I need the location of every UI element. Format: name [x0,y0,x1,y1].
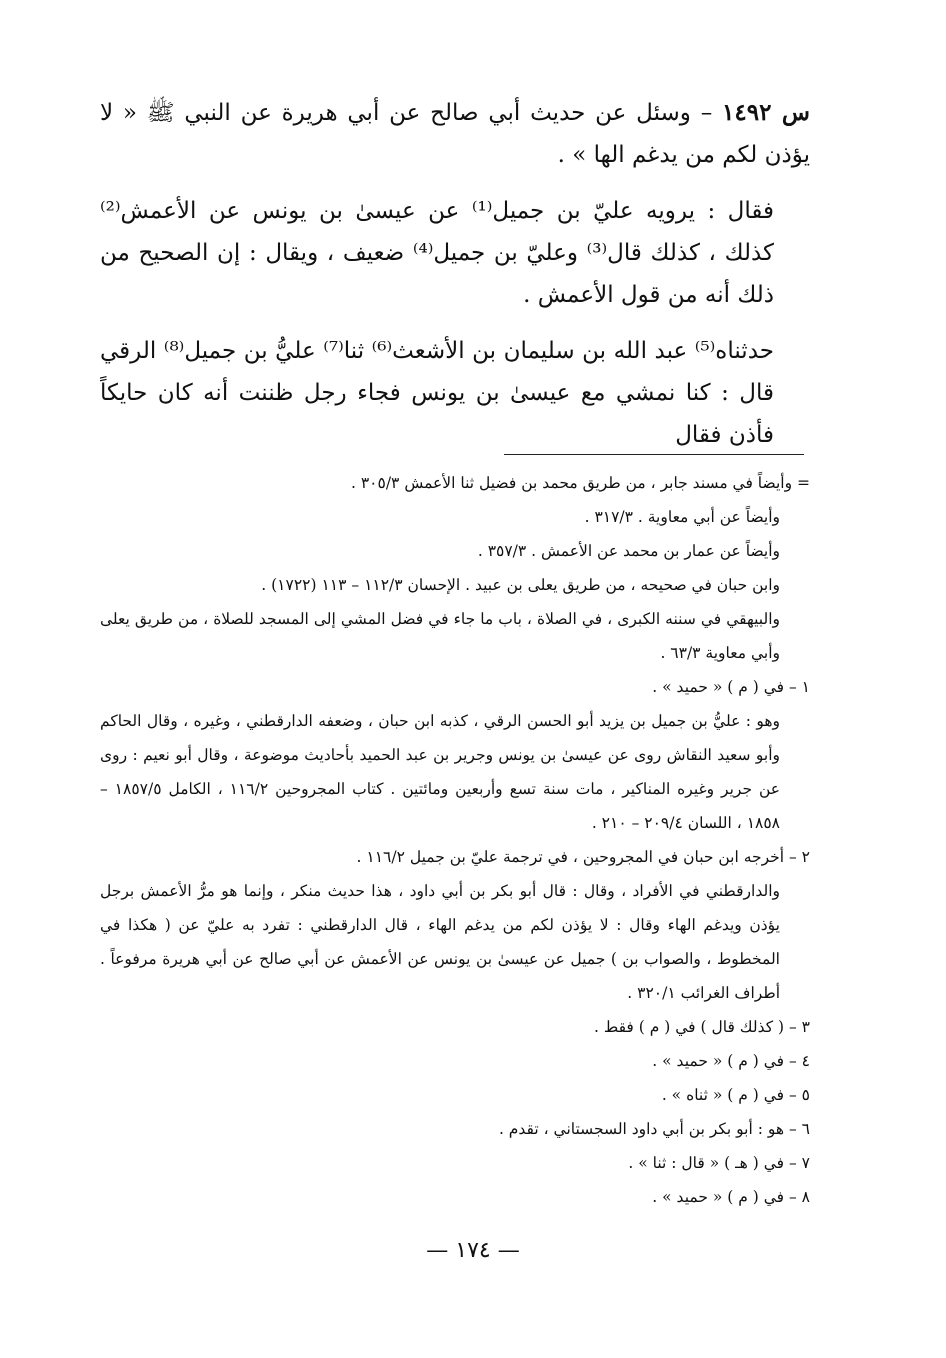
main-text [100,92,810,470]
footnote-divider [504,454,804,455]
footnote-line: وأيضاً عن عمار بن محمد عن الأعمش . ٣٥٧/٣ . [477,542,780,560]
footnote-line: ٨ – في ( م ) « حميد » . [652,1188,810,1206]
footnote-line: ٣ – ( كذلك قال ) في ( م ) فقط . [594,1018,810,1036]
footnote-line: ٢ – أخرجه ابن حبان في المجروحين ، في ترجمة عليّ بن جميل ١١٦/٢ . [356,848,810,866]
footnote-line: ٥ – في ( م ) « ثناه » . [661,1086,810,1104]
footnote-line: ٧ – في ( هـ ) « قال : ثنا » . [628,1154,810,1172]
footnote-line: ١ – في ( م ) « حميد » . [652,678,810,696]
question-paragraph [100,92,810,176]
footnote-line: وهو : عليُّ بن جميل بن يزيد أبو الحسن الرقي ، كذبه ابن حبان ، وضعفه الدارقطني ، وغيره ، وقال الحاكم وأبو سعيد النقاش روى عن عيسىٰ بن يونس وجرير بن عبد الحميد بأحاديث موضوعة ، وقال أبو نعيم : روى عن جرير وغيره المناكير ، مات سنة تسع وأربعين ومائتين . كتاب المجروحين ١١٦/٢ ، الكامل ١٨٥٧/٥ – ١٨٥٨ ، اللسان ٢٠٩/٤ – ٢١٠ . [100,712,780,832]
isnad-paragraph: حدثناه⁽⁵⁾ عبد الله بن سليمان بن الأشعث⁽⁶⁾ ثنا⁽⁷⁾ عليُّ بن جميل⁽⁸⁾ الرقي قال : كنا نمشي مع عيسىٰ بن يونس فجاء رجل ظننت أنه كان حايكاً فأذن فقال [100,338,774,448]
footnote-line: والبيهقي في سننه الكبرى ، في الصلاة ، باب ما جاء في فضل المشي إلى المسجد للصلاة ، من طريق يعلى وأبي معاوية ٦٣/٣ . [100,610,780,662]
answer-paragraph: فقال : يرويه عليّ بن جميل⁽¹⁾ عن عيسىٰ بن يونس عن الأعمش⁽²⁾ كذلك ، كذلك قال⁽³⁾ وعليّ بن جميل⁽⁴⁾ ضعيف ، ويقال : إن الصحيح من ذلك أنه من قول الأعمش . [100,198,774,308]
footnote-line: ٤ – في ( م ) « حميد » . [652,1052,810,1070]
footnotes [100,466,810,1214]
footnote-line: ٦ – هو : أبو بكر بن أبي داود السجستاني ، تقدم . [498,1120,810,1138]
footnote-line: وأيضاً عن أبي معاوية . ٣١٧/٣ . [584,508,780,526]
footnote-line: وابن حبان في صحيحه ، من طريق يعلى بن عبيد . الإحسان ١١٢/٣ – ١١٣ (١٧٢٢) . [261,576,780,594]
page-number: — ١٧٤ — [426,1238,520,1263]
question-text: – وسئل عن حديث أبي صالح عن أبي هريرة عن النبي ﷺ « لا يؤذن لكم من يدغم الها » . [100,100,810,168]
footnote-line: والدارقطني في الأفراد ، وقال : قال أبو بكر بن أبي داود ، هذا حديث منكر ، وإنما هو مرُّ الأعمش برجل يؤذن ويدغم الهاء وقال : لا يؤذن لكم من يدغم الهاء ، قال الدارقطني : تفرد به عليّ عن ( هكذا في المخطوط ، والصواب بن ) جميل عن عيسىٰ بن يونس عن الأعمش عن أبي صالح عن أبي هريرة مرفوعاً . أطراف الغرائب ٣٢٠/١ . [100,882,780,1002]
question-number: س ١٤٩٢ [722,99,811,126]
footnote-line: = وأيضاً في مسند جابر ، من طريق محمد بن فضيل ثنا الأعمش ٣٠٥/٣ . [351,474,810,492]
